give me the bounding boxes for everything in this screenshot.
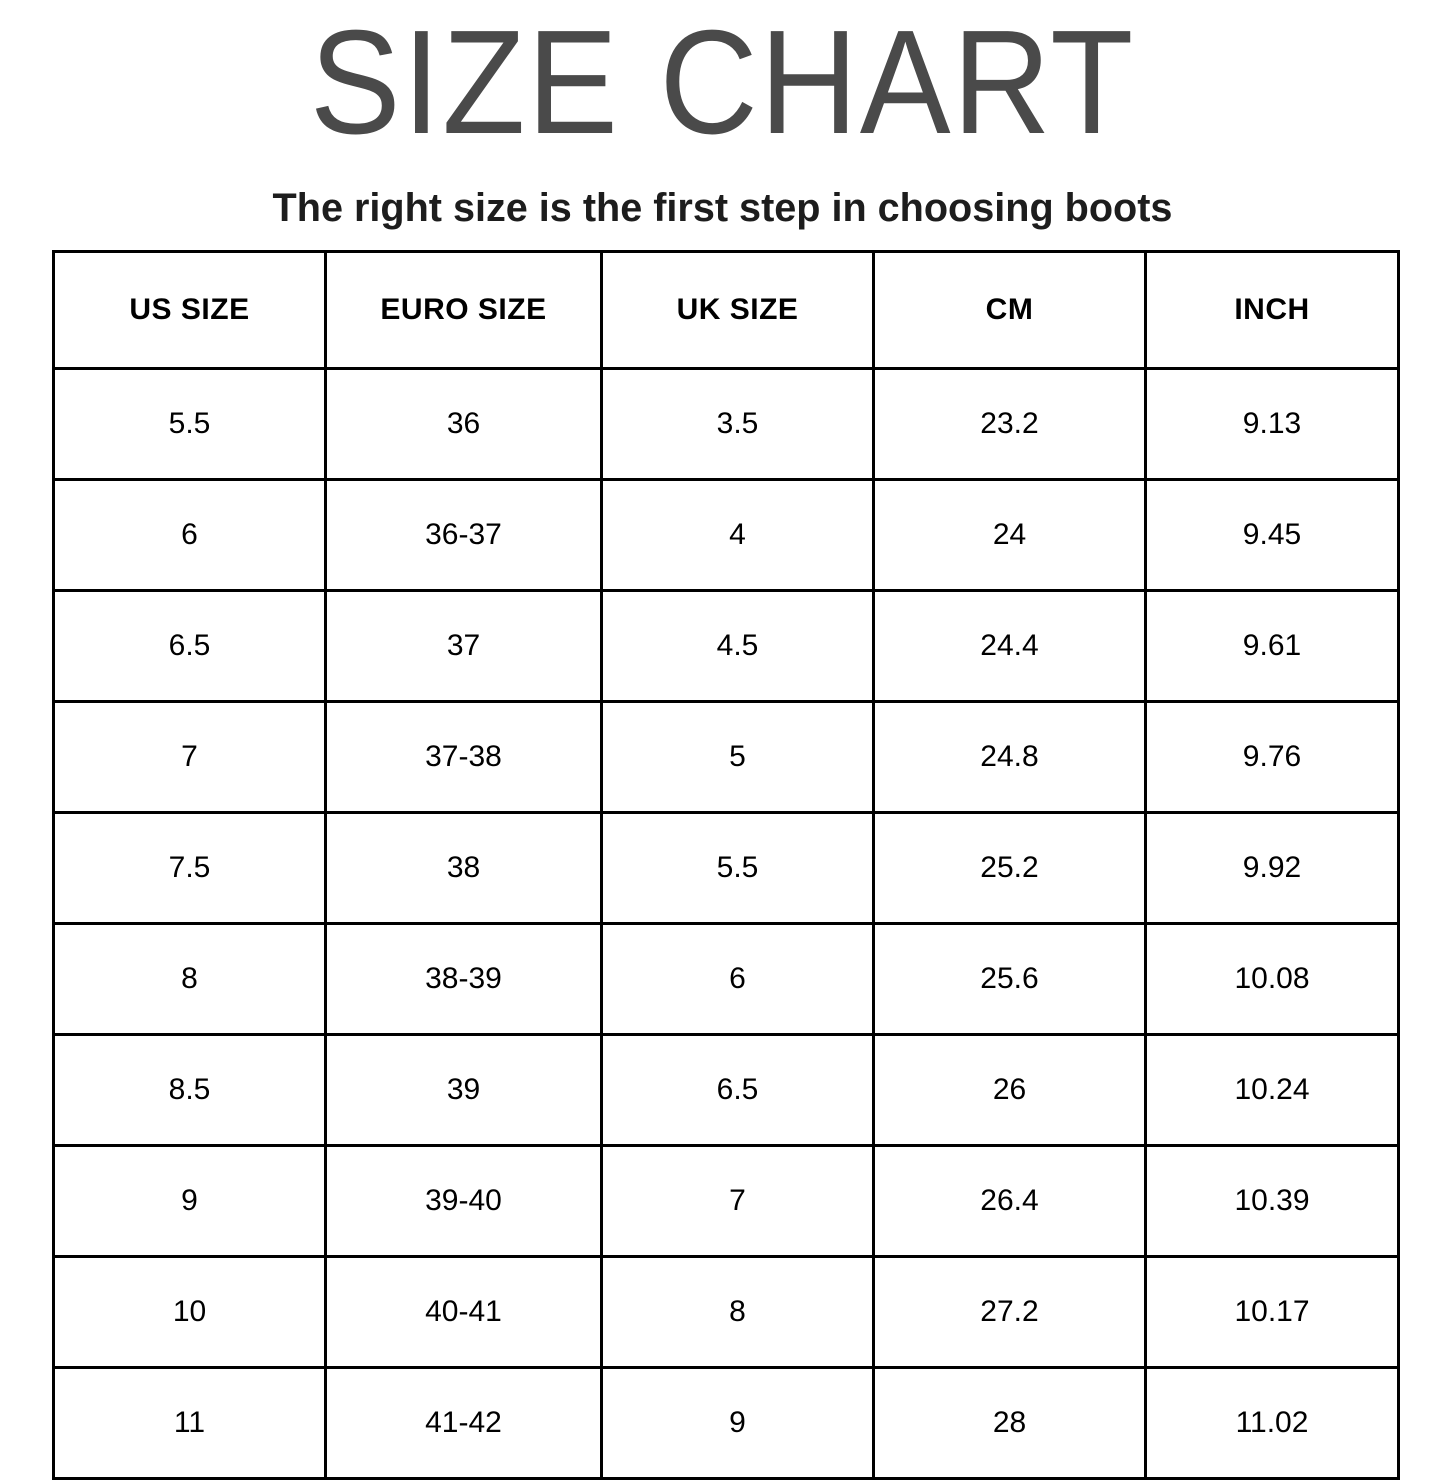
cell-us-size: 6 bbox=[54, 480, 326, 591]
column-header-us-size: US SIZE bbox=[54, 252, 326, 369]
cell-us-size: 11 bbox=[54, 1368, 326, 1479]
table-row bbox=[54, 924, 1399, 1035]
cell-us-size: 10 bbox=[54, 1257, 326, 1368]
cell-us-size: 7.5 bbox=[54, 813, 326, 924]
cell-us-size: 5.5 bbox=[54, 369, 326, 480]
table-row bbox=[54, 1146, 1399, 1257]
column-header-cm: CM bbox=[874, 252, 1146, 369]
cell-inch: 10.39 bbox=[1146, 1146, 1399, 1257]
cell-euro-size: 40-41 bbox=[326, 1257, 602, 1368]
cell-uk-size: 5 bbox=[602, 702, 874, 813]
page-subtitle: The right size is the first step in choosing boots bbox=[272, 186, 1173, 230]
table-body bbox=[54, 369, 1399, 1479]
cell-euro-size: 36 bbox=[326, 369, 602, 480]
cell-euro-size: 37 bbox=[326, 591, 602, 702]
table-row bbox=[54, 480, 1399, 591]
size-table-container bbox=[52, 250, 1393, 1480]
cell-cm: 23.2 bbox=[874, 369, 1146, 480]
table-row bbox=[54, 702, 1399, 813]
table-row bbox=[54, 591, 1399, 702]
cell-uk-size: 8 bbox=[602, 1257, 874, 1368]
cell-us-size: 8.5 bbox=[54, 1035, 326, 1146]
cell-inch: 9.13 bbox=[1146, 369, 1399, 480]
column-header-inch: INCH bbox=[1146, 252, 1399, 369]
cell-inch: 9.61 bbox=[1146, 591, 1399, 702]
cell-cm: 26.4 bbox=[874, 1146, 1146, 1257]
cell-euro-size: 36-37 bbox=[326, 480, 602, 591]
cell-uk-size: 6.5 bbox=[602, 1035, 874, 1146]
size-table bbox=[52, 250, 1400, 1480]
table-header-row bbox=[54, 252, 1399, 369]
column-header-euro-size: EURO SIZE bbox=[326, 252, 602, 369]
cell-inch: 11.02 bbox=[1146, 1368, 1399, 1479]
cell-inch: 10.08 bbox=[1146, 924, 1399, 1035]
table-header bbox=[54, 252, 1399, 369]
cell-uk-size: 5.5 bbox=[602, 813, 874, 924]
table-row bbox=[54, 813, 1399, 924]
table-row bbox=[54, 369, 1399, 480]
column-header-uk-size: UK SIZE bbox=[602, 252, 874, 369]
cell-us-size: 7 bbox=[54, 702, 326, 813]
cell-us-size: 8 bbox=[54, 924, 326, 1035]
cell-uk-size: 4.5 bbox=[602, 591, 874, 702]
cell-inch: 10.17 bbox=[1146, 1257, 1399, 1368]
cell-us-size: 9 bbox=[54, 1146, 326, 1257]
cell-inch: 10.24 bbox=[1146, 1035, 1399, 1146]
cell-cm: 25.6 bbox=[874, 924, 1146, 1035]
cell-cm: 26 bbox=[874, 1035, 1146, 1146]
cell-inch: 9.92 bbox=[1146, 813, 1399, 924]
page-title: SIZE CHART bbox=[309, 0, 1136, 165]
cell-inch: 9.76 bbox=[1146, 702, 1399, 813]
cell-cm: 27.2 bbox=[874, 1257, 1146, 1368]
cell-cm: 24.4 bbox=[874, 591, 1146, 702]
table-row bbox=[54, 1257, 1399, 1368]
cell-cm: 28 bbox=[874, 1368, 1146, 1479]
table-row bbox=[54, 1035, 1399, 1146]
cell-uk-size: 4 bbox=[602, 480, 874, 591]
cell-us-size: 6.5 bbox=[54, 591, 326, 702]
cell-uk-size: 3.5 bbox=[602, 369, 874, 480]
cell-euro-size: 37-38 bbox=[326, 702, 602, 813]
table-row bbox=[54, 1368, 1399, 1479]
cell-uk-size: 7 bbox=[602, 1146, 874, 1257]
cell-cm: 24 bbox=[874, 480, 1146, 591]
cell-cm: 25.2 bbox=[874, 813, 1146, 924]
cell-uk-size: 6 bbox=[602, 924, 874, 1035]
cell-cm: 24.8 bbox=[874, 702, 1146, 813]
cell-euro-size: 39 bbox=[326, 1035, 602, 1146]
cell-uk-size: 9 bbox=[602, 1368, 874, 1479]
cell-euro-size: 38-39 bbox=[326, 924, 602, 1035]
cell-euro-size: 41-42 bbox=[326, 1368, 602, 1479]
cell-inch: 9.45 bbox=[1146, 480, 1399, 591]
cell-euro-size: 38 bbox=[326, 813, 602, 924]
cell-euro-size: 39-40 bbox=[326, 1146, 602, 1257]
